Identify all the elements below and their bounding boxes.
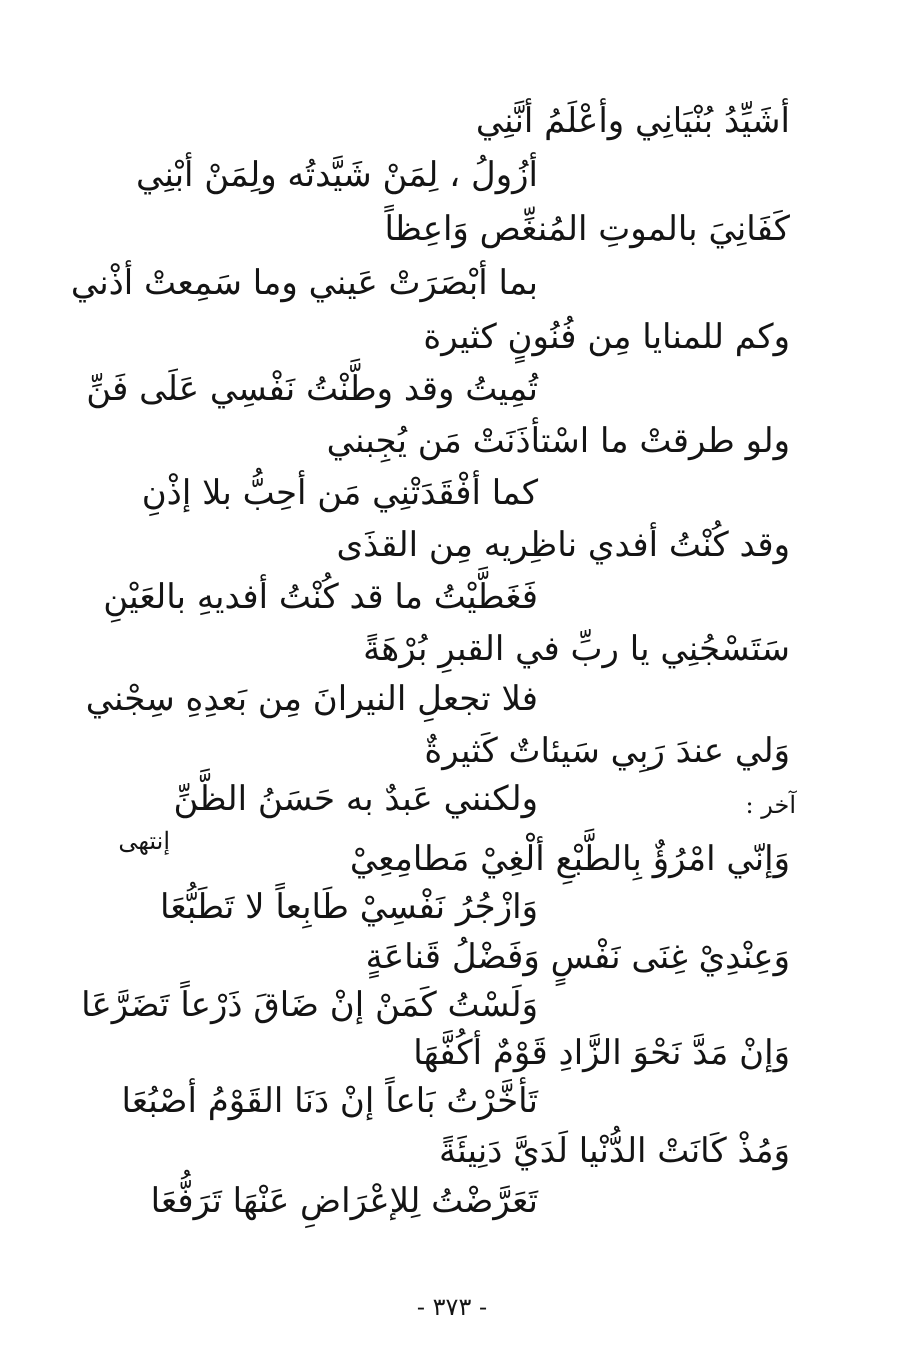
- other-poem-label: آخر :: [745, 791, 796, 819]
- verse-line: وكم للمنايا مِن فُنُونٍ كثيرة: [423, 317, 790, 357]
- verse-line: أزُولُ ، لِمَنْ شَيَّدتُه ولِمَنْ أبْنِي: [135, 155, 538, 195]
- verse-line: وَعِنْدِيْ غِنَى نَفْسٍ وَفَضْلُ قَناعَةٍ: [365, 937, 790, 977]
- verse-line: أشَيِّدُ بُنْيَانِي وأعْلَمُ أنَّنِي: [475, 101, 790, 141]
- verse-line: بما أبْصَرَتْ عَيني وما سَمِعتْ أذْني: [70, 263, 538, 303]
- verse-line: ولكنني عَبدٌ به حَسَنُ الظَّنِّ: [173, 779, 538, 819]
- verse-line: كما أفْقَدَتْنِي مَن أحِبُّ بلا إذْنِ: [141, 473, 538, 513]
- verse-line: كَفَانِيَ بالموتِ المُنغِّص وَاعِظاً: [384, 209, 790, 249]
- verse-line: تُمِيتُ وقد وطَّنْتُ نَفْسِي عَلَى فَنِّ: [86, 369, 538, 409]
- verse-line: فلا تجعلِ النيرانَ مِن بَعدِهِ سِجْني: [85, 679, 538, 719]
- verse-line: تَأخَّرْتُ بَاعاً إنْ دَنَا القَوْمُ أصْبُعَا: [121, 1081, 538, 1121]
- verse-line: وَإنْ مَدَّ نَحْوَ الزَّادِ قَوْمٌ أكُفَّهَا: [413, 1033, 790, 1073]
- verse-line: وَمُذْ كَانَتْ الدُّنْيا لَدَيَّ دَنِيئَةً: [438, 1131, 790, 1171]
- verse-line: وَازْجُرُ نَفْسِيْ طَابِعاً لا تَطَبُّعَا: [159, 887, 538, 927]
- verse-line: تَعَرَّضْتُ لِلإعْرَاضِ عَنْهَا تَرَفُّعَا: [150, 1181, 538, 1221]
- end-note: إنتهى: [118, 827, 170, 855]
- verse-line: وَلَسْتُ كَمَنْ إنْ ضَاقَ ذَرْعاً تَضَرَّعَا: [81, 985, 538, 1025]
- verse-line: ولو طرقتْ ما اسْتأذَنَتْ مَن يُجِبني: [326, 421, 790, 461]
- verse-line: فَغَطَّيْتُ ما قد كُنْتُ أفديهِ بالعَيْنِ: [103, 577, 538, 617]
- verse-line: وَإنّي امْرُؤٌ بِالطَّبْعِ ألْغِيْ مَطامِعِيْ: [349, 839, 790, 879]
- page-number: - ٣٧٣ -: [416, 1293, 488, 1321]
- verse-line: سَتَسْجُنِي يا ربِّ في القبرِ بُرْهَةً: [363, 629, 790, 669]
- verse-line: وقد كُنْتُ أفدي ناظِريه مِن القذَى: [336, 525, 790, 565]
- verse-line: وَلي عندَ رَبِي سَيئاتٌ كَثيرةٌ: [424, 731, 790, 771]
